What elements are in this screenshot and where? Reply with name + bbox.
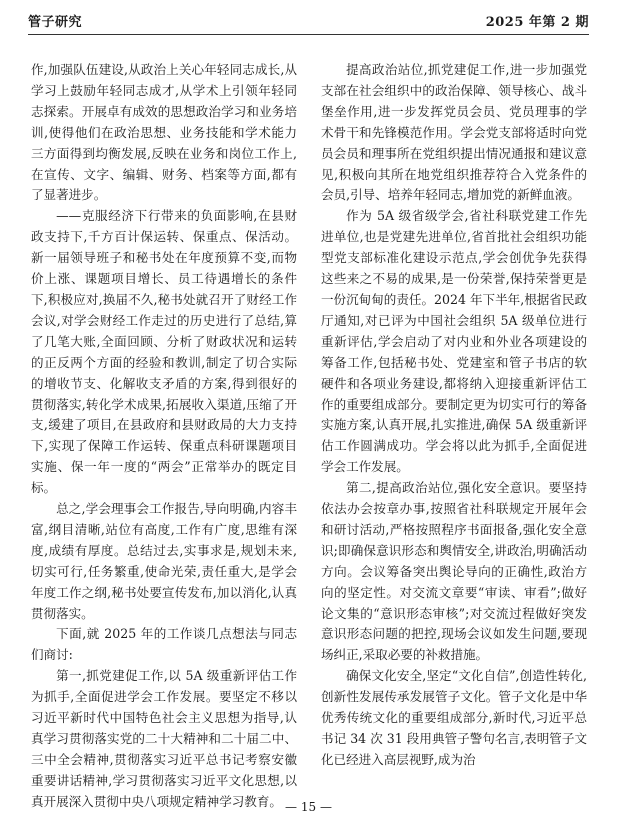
paragraph: 总之,学会理事会工作报告,导向明确,内容丰富,纲目清晰,站位有高度,工作有广度,思维有深度,成绩有厚度。总结过去,实事求是,规划未来,切实可行,任务繁重,使命光荣,责任重大,是学会年度工作之纲,秘书处要宣传发布,加以消化,认真贯彻落实。	[31, 501, 297, 621]
paragraph: 第二,提高政治站位,强化安全意识。要坚持依法办会按章办事,按照省社科联规定开展年会和研讨活动,严格按照程序书面报备,强化安全意识;即确保意识形态和舆情安全,讲政治,明确活动方向。会议筹备突出舆论导向的正确性,政治方向的坚定性。对交流文章要“审读、审看”;做好论文集的“意识形态审核”;对交流过程做好突发意识形态问题的把控,现场会议如发生问题,要现场纠正,采取必要的补救措施。	[321, 480, 587, 663]
paragraph: 作为 5A 级省级学会,省社科联党建工作先进单位,也是党建先进单位,省首批社会组织功能型党支部标准化建设示范点,学会创优争先获得这些来之不易的成果,是一份荣誉,保持荣誉更是一份沉甸甸的责任。2024 年下半年,根据省民政厅通知,对已评为中国社会组织 5A 级单位进行重新评估,学会启动了对内业和外业各项建设的筹备工作,包括秘书处、党建室和管子书店的软硬件和各项业务建设,都将纳入迎接重新评估工作的重要组成部分。要制定更为切实可行的筹备实施方案,认真开展,扎实推进,确保 5A 级重新评估工作圆满成功。学会将以此为抓手,全面促进学会工作发展。	[321, 208, 587, 475]
journal-title: 管子研究	[28, 15, 83, 30]
paragraph: 提高政治站位,抓党建促工作,进一步加强党支部在社会组织中的政治保障、领导核心、战斗堡垒作用,进一步发挥党员会员、党员理事的学术骨干和先锋模范作用。学会党支部将适时向党员会员和理事所在党组织提出情况通报和建议意见,积极向其所在地党组织推荐符合入党条件的会员,引导、培养年轻同志,增加党的新鲜血液。	[321, 62, 587, 203]
paragraph: 下面,就 2025 年的工作谈几点想法与同志们商讨:	[31, 626, 297, 663]
left-column	[31, 60, 297, 813]
page-number: — 15 —	[285, 800, 332, 814]
running-header	[28, 8, 589, 35]
right-column	[321, 60, 587, 771]
paragraph: 第一,抓党建促工作,以 5A 级重新评估工作为抓手,全面促进学会工作发展。要坚定不移以习近平新时代中国特色社会主义思想为指导,认真学习贯彻落实党的二十大精神和二十届二中、三中全会精神,贯彻落实习近平总书记考察安徽重要讲话精神,学习贯彻落实习近平文化思想,以真开展深入贯彻中央八项规定精神学习教育。	[31, 668, 297, 809]
paragraph: ——克服经济下行带来的负面影响,在县财政支持下,千方百计保运转、保重点、保活动。新一届领导班子和秘书处在年度预算不变,而物价上涨、课题项目增长、员工待遇增长的条件下,积极应对,换届不久,秘书处就召开了财经工作会议,对学会财经工作走过的历史进行了总结,算了几笔大账,全面回顾、分析了财政状况和运转的正反两个方面的经验和教训,制定了切合实际的增收节支、化解收支矛盾的方案,得到很好的贯彻落实,转化学术成果,拓展收入渠道,压缩了开支,缓建了项目,在县政府和县财政局的大力支持下,实现了保障工作运转、保重点科研课题项目实施、保一年一度的“两会”正常举办的既定目标。	[31, 208, 297, 496]
paragraph: 确保文化安全,坚定“文化自信”,创造性转化,创新性发展传承发展管子文化。管子文化是中华优秀传统文化的重要组成部分,新时代,习近平总书记 34 次 31 段用典管子警句名言,表明管子文化已经进入高层视野,成为治	[321, 668, 587, 767]
paragraph: 作,加强队伍建设,从政治上关心年轻同志成长,从学习上鼓励年轻同志成才,从学术上引领年轻同志探索。开展卓有成效的思想政治学习和业务培训,使得他们在政治思想、业务技能和学术能力三方面得到均衡发展,反映在业务和岗位工作上,在宣传、文字、编辑、财务、档案等方面,都有了显著进步。	[31, 62, 297, 203]
issue-label: 2025 年第 2 期	[485, 15, 589, 30]
